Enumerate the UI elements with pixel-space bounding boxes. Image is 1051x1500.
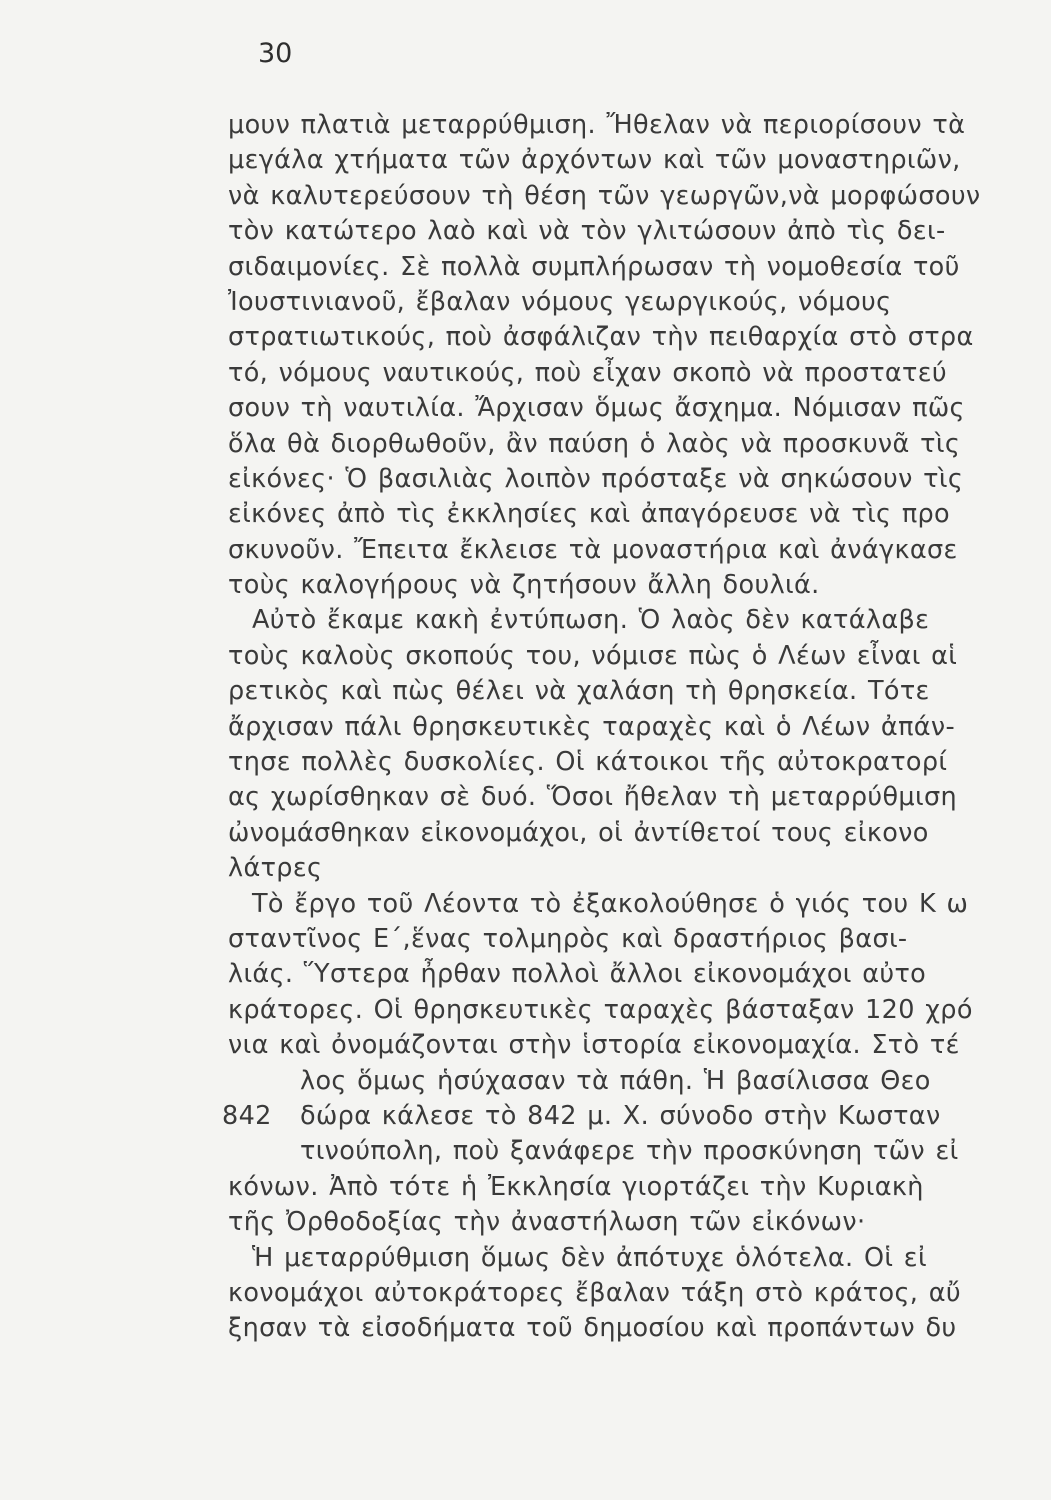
text-line: τινούπολη, ποὺ ξανάφερε τὴν προσκύνηση τῶν εἰ — [300, 1136, 959, 1167]
text-line: σουν τὴ ναυτιλία. Ἄρχισαν ὅμως ἄσχημα. Νόμισαν πῶς — [228, 393, 965, 424]
paragraph-start-line: Τὸ ἔργο τοῦ Λέοντα τὸ ἐξακολούθησε ὁ γιός του Κ ω — [252, 888, 969, 919]
text-line: τοὺς καλογήρους νὰ ζητήσουν ἄλλη δουλιά. — [228, 570, 820, 601]
text-line: τοὺς καλοὺς σκοπούς του, νόμισε πὼς ὁ Λέων εἶναι αἱ — [228, 640, 958, 671]
text-line-content: δώρα κάλεσε τὸ 842 μ. Χ. σύνοδο στὴν Κωσταν — [300, 1100, 941, 1131]
text-line: μουν πλατιὰ μεταρρύθμιση. Ἤθελαν νὰ περιορίσουν τὰ — [228, 110, 966, 140]
text-line: νὰ καλυτερεύσουν τὴ θέση τῶν γεωργῶν,νὰ μορφώσουν — [228, 180, 981, 211]
text-line: εἰκόνες· Ὁ βασιλιὰς λοιπὸν πρόσταξε νὰ σηκώσουν τὶς — [228, 463, 964, 494]
text-line: λάτρες — [228, 853, 323, 884]
text-line: νια καὶ ὀνομάζονται στὴν ἱστορία εἰκονομαχία. Στὸ τέ — [228, 1030, 960, 1061]
text-line: κόνων. Ἀπὸ τότε ἡ Ἐκκλησία γιορτάζει τὴν Κυριακὴ — [228, 1171, 924, 1202]
text-line: μεγάλα χτήματα τῶν ἀρχόντων καὶ τῶν μοναστηριῶν, — [228, 145, 961, 176]
text-line: ἄρχισαν πάλι θρησκευτικὲς ταραχὲς καὶ ὁ Λέων ἀπάν- — [228, 711, 956, 742]
text-line: κονομάχοι αὐτοκράτορες ἔβαλαν τάξη στὸ κράτος, αὔ — [228, 1277, 961, 1308]
text-line: τῆς Ὀρθοδοξίας τὴν ἀναστήλωση τῶν εἰκόνων· — [228, 1207, 866, 1238]
text-line: Ἰουστινιανοῦ, ἔβαλαν νόμους γεωργικούς, νόμους — [228, 286, 892, 317]
text-line: ξησαν τὰ εἰσοδήματα τοῦ δημοσίου καὶ προπάντων δυ — [228, 1313, 957, 1344]
text-line: λος ὅμως ἡσύχασαν τὰ πάθη. Ἡ βασίλισσα Θεο — [300, 1065, 931, 1096]
text-line: ὅλα θὰ διορθωθοῦν, ἂν παύση ὁ λαὸς νὰ προσκυνᾶ τὶς — [228, 428, 961, 459]
text-line: λιάς. Ὕστερα ἦρθαν πολλοὶ ἄλλοι εἰκονομάχοι αὐτο — [228, 959, 927, 990]
text-line: κράτορες. Οἱ θρησκευτικὲς ταραχὲς βάσταξαν 120 χρό — [228, 994, 973, 1025]
paragraph-start-line: Αὐτὸ ἔκαμε κακὴ ἐντύπωση. Ὁ λαὸς δὲν κατάλαβε — [252, 605, 930, 636]
paragraph-start-line: Ἡ μεταρρύθμιση ὅμως δὲν ἀπότυχε ὁλότελα. Οἱ εἰ — [252, 1242, 927, 1273]
text-line: τό, νόμους ναυτικούς, ποὺ εἶχαν σκοπὸ νὰ προστατεύ — [228, 357, 947, 388]
text-line: εἰκόνες ἀπὸ τὶς ἐκκλησίες καὶ ἀπαγόρευσε νὰ τὶς προ — [228, 499, 951, 530]
margin-year-note: 842 — [222, 1100, 272, 1131]
text-line: ας χωρίσθηκαν σὲ δυό. Ὅσοι ἤθελαν τὴ μεταρρύθμιση — [228, 782, 957, 813]
text-line: σιδαιμονίες. Σὲ πολλὰ συμπλήρωσαν τὴ νομοθεσία τοῦ — [228, 251, 960, 282]
text-line: τησε πολλὲς δυσκολίες. Οἱ κάτοικοι τῆς αὐτοκρατορί — [228, 747, 948, 778]
text-line: ρετικὸς καὶ πὼς θέλει νὰ χαλάση τὴ θρησκεία. Τότε — [228, 676, 930, 707]
text-line: σταντῖνος Ε΄,ἕνας τολμηρὸς καὶ δραστήριος βασι- — [228, 923, 908, 954]
text-line: σκυνοῦν. Ἔπειτα ἔκλεισε τὰ μοναστήρια καὶ ἀνάγκασε — [228, 534, 958, 565]
text-line-with-margin-note — [222, 1099, 993, 1134]
body-text — [222, 108, 993, 1347]
text-line: ὠνομάσθηκαν εἰκονομάχοι, οἱ ἀντίθετοί τους εἰκονο — [228, 817, 929, 848]
text-line: τὸν κατώτερο λαὸ καὶ νὰ τὸν γλιτώσουν ἀπὸ τὶς δει- — [228, 216, 946, 247]
page-number: 30 — [258, 38, 293, 69]
text-line: στρατιωτικούς, ποὺ ἀσφάλιζαν τὴν πειθαρχία στὸ στρα — [228, 322, 974, 353]
